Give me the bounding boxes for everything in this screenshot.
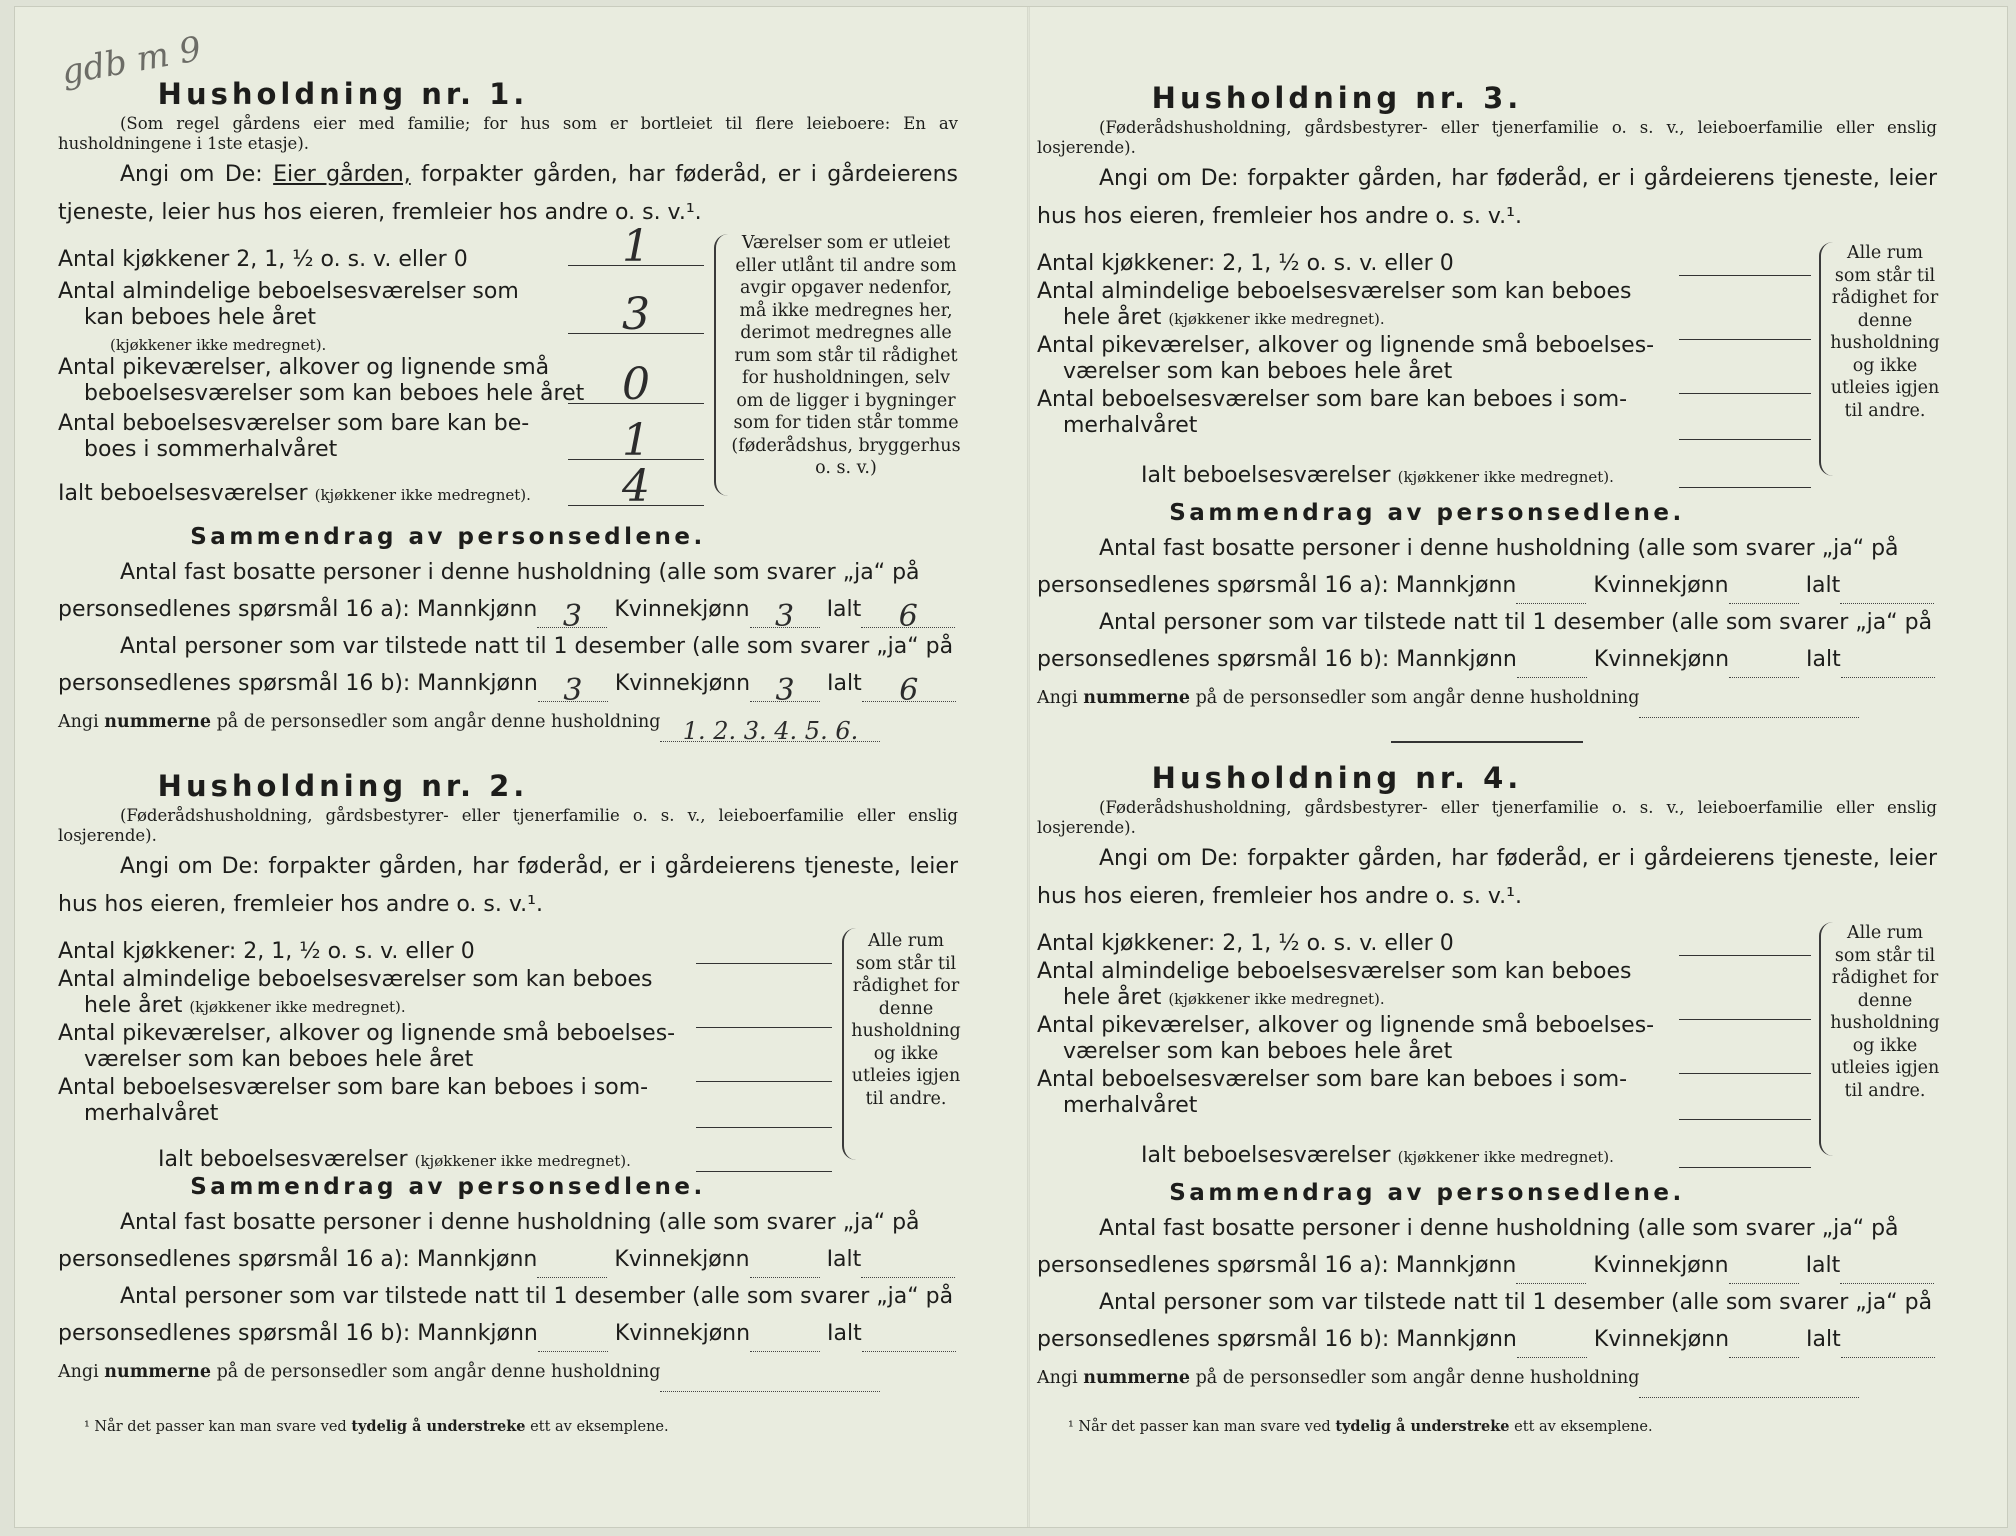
summary-a-female[interactable]: 3 xyxy=(750,604,820,628)
answer-small-rooms[interactable]: 0 xyxy=(568,364,704,404)
q-total xyxy=(1141,1142,1614,1171)
household-note: (Føderådshusholdning, gårdsbestyrer- eller tjenerfamilie o. s. v., leieboerfamilie eller enslig losjerende). xyxy=(1037,118,1937,157)
household-1 xyxy=(58,74,961,745)
summary-a-line1 xyxy=(1037,530,1937,567)
summary-b-male[interactable] xyxy=(1517,654,1587,678)
summary-a-total[interactable] xyxy=(861,1254,955,1278)
answer-kitchens[interactable] xyxy=(1679,236,1811,276)
summary-b-total-label: Ialt xyxy=(827,671,862,696)
summary-title: Sammendrag av personsedlene. xyxy=(190,1174,706,1200)
pencil-annotation: gdb m 9 xyxy=(58,29,205,93)
summary-a-male-label: personsedlenes spørsmål 16 a): Mannkjønn xyxy=(1037,1253,1517,1278)
q-rooms xyxy=(84,992,406,1021)
answer-summer-rooms[interactable] xyxy=(1679,400,1811,440)
footnote-bold: tydelig å understreke xyxy=(1335,1418,1510,1435)
nummer-prefix: Angi xyxy=(58,1362,99,1382)
household-title: Husholdning nr. 3. xyxy=(1151,81,1523,115)
answer-rooms[interactable] xyxy=(1679,300,1811,340)
ownership-prefix: Angi om De: xyxy=(1099,166,1239,191)
summary-b-line1 xyxy=(58,1278,958,1315)
person-numbers-field[interactable] xyxy=(1639,694,1859,718)
q-summer-line2: boes i sommerhalvåret xyxy=(84,437,338,462)
answer-kitchens[interactable]: 1 xyxy=(568,226,704,266)
summary-b-male-label: personsedlenes spørsmål 16 b): Mannkjønn xyxy=(58,1321,538,1346)
summary-b-line1 xyxy=(58,628,958,665)
summary-a-female[interactable] xyxy=(1729,1260,1799,1284)
household-title: Husholdning nr. 1. xyxy=(157,77,529,111)
summary-a-text: Antal fast bosatte personer i denne husholdning (alle som svarer „ja“ på xyxy=(120,560,920,585)
person-numbers-field[interactable] xyxy=(660,1368,880,1392)
ownership-question xyxy=(1037,840,1937,916)
household-note: (Føderådshusholdning, gårdsbestyrer- eller tjenerfamilie o. s. v., leieboerfamilie eller enslig losjerende). xyxy=(58,806,958,845)
q-rooms-note: (kjøkkener ikke medregnet). xyxy=(1168,310,1385,328)
q-small-line2: beboelsesværelser som kan beboes hele året xyxy=(84,381,585,406)
room-questions xyxy=(58,221,961,520)
summary-b-total-label: Ialt xyxy=(827,1321,862,1346)
q-total-note: (kjøkkener ikke medregnet). xyxy=(414,1152,631,1170)
summary-a-total-label: Ialt xyxy=(826,1247,862,1272)
ownership-question xyxy=(1037,160,1937,236)
q-kitchens: Antal kjøkkener 2, 1, ½ o. s. v. eller 0 xyxy=(58,247,468,272)
summary-b-total[interactable] xyxy=(1841,1334,1935,1358)
summary-b-female[interactable] xyxy=(1729,1334,1799,1358)
answer-rooms[interactable] xyxy=(1679,980,1811,1020)
answer-total-rooms[interactable] xyxy=(696,1132,832,1172)
q-summer-line2: merhalvåret xyxy=(84,1101,219,1126)
ownership-options: forpakter gården, har føderåd, er i gårdeierens tjeneste, leier hus hos eieren, fremleier hos andre o. s. v.¹. xyxy=(1037,846,1937,909)
q-summer-line2: merhalvåret xyxy=(1063,1093,1198,1118)
answer-summer-rooms[interactable] xyxy=(1679,1080,1811,1120)
q-rooms-line2: hele året xyxy=(84,993,183,1018)
q-rooms-line1: Antal almindelige beboelsesværelser som kan beboes xyxy=(1037,959,1632,984)
summary-title: Sammendrag av personsedlene. xyxy=(1169,500,1685,526)
footnote-right xyxy=(1068,1418,1653,1435)
footnote-prefix: ¹ Når det passer kan man svare ved xyxy=(84,1419,347,1435)
summary-a-female-label: Kvinnekjønn xyxy=(1593,1253,1729,1278)
q-small-line1: Antal pikeværelser, alkover og lignende små beboelses- xyxy=(1037,333,1655,358)
answer-summer-rooms[interactable]: 1 xyxy=(568,420,704,460)
summary-b-line1 xyxy=(1037,604,1937,641)
q-rooms-line1: Antal almindelige beboelsesværelser som kan beboes xyxy=(1037,279,1632,304)
person-numbers-field[interactable]: 1. 2. 3. 4. 5. 6. xyxy=(660,718,880,742)
summary-b-female[interactable]: 3 xyxy=(750,678,820,702)
q-total xyxy=(158,1146,631,1175)
page-fold xyxy=(1027,7,1030,1527)
summary-a-female-label: Kvinnekjønn xyxy=(614,1247,750,1272)
ownership-options: forpakter gården, har føderåd, er i gårdeierens tjeneste, leier hus hos eieren, fremleier hos andre o. s. v.¹. xyxy=(1037,166,1937,229)
ownership-prefix: Angi om De: xyxy=(1099,846,1239,871)
answer-kitchens[interactable] xyxy=(696,924,832,964)
summary-a-text: Antal fast bosatte personer i denne husholdning (alle som svarer „ja“ på xyxy=(120,1210,920,1235)
summary-b-female-label: Kvinnekjønn xyxy=(614,1321,751,1346)
summary-a-male-label: personsedlenes spørsmål 16 a): Mannkjønn xyxy=(58,1247,538,1272)
footnote-rest: ett av eksemplene. xyxy=(1514,1419,1653,1435)
room-questions xyxy=(1037,243,1940,496)
footnote-rest: ett av eksemplene. xyxy=(530,1419,669,1435)
answer-kitchens[interactable] xyxy=(1679,916,1811,956)
section-divider xyxy=(1391,741,1583,743)
q-total-note: (kjøkkener ikke medregnet). xyxy=(1397,1148,1614,1166)
q-summer-line1: Antal beboelsesværelser som bare kan beboes i som- xyxy=(1037,387,1628,412)
answer-small-rooms[interactable] xyxy=(1679,1034,1811,1074)
person-numbers xyxy=(58,702,958,745)
summary-a-male[interactable] xyxy=(537,1254,607,1278)
person-numbers-field[interactable] xyxy=(1639,1374,1859,1398)
summary-a-text: Antal fast bosatte personer i denne husholdning (alle som svarer „ja“ på xyxy=(1099,536,1899,561)
q-kitchens: Antal kjøkkener: 2, 1, ½ o. s. v. eller 0 xyxy=(58,939,475,964)
summary-b-total-label: Ialt xyxy=(1806,1327,1841,1352)
summary-a-female-label: Kvinnekjønn xyxy=(1593,573,1729,598)
household-note: (Føderådshusholdning, gårdsbestyrer- eller tjenerfamilie o. s. v., leieboerfamilie eller enslig losjerende). xyxy=(1037,798,1937,837)
answer-total-rooms[interactable] xyxy=(1679,448,1811,488)
answer-rooms[interactable] xyxy=(696,988,832,1028)
q-rooms xyxy=(1063,304,1385,333)
summary-b-line2 xyxy=(1037,1321,1937,1358)
summary-b-total[interactable]: 6 xyxy=(862,678,956,702)
summary-a-male[interactable] xyxy=(1516,580,1586,604)
person-numbers xyxy=(1037,678,1937,718)
q-rooms-note: (kjøkkener ikke medregnet). xyxy=(189,998,406,1016)
summary-b-male[interactable] xyxy=(1517,1334,1587,1358)
answer-total-rooms[interactable] xyxy=(1679,1128,1811,1168)
person-numbers xyxy=(1037,1358,1937,1398)
q-total xyxy=(1141,462,1614,491)
household-note: (Som regel gårdens eier med familie; for hus som er bortleiet til flere leieboere: En av husholdningene i 1ste etasje). xyxy=(58,114,958,153)
summary-a-male[interactable] xyxy=(1516,1260,1586,1284)
summary-a-total[interactable] xyxy=(1840,580,1934,604)
nummer-bold: nummerne xyxy=(104,712,211,732)
footnote-prefix: ¹ Når det passer kan man svare ved xyxy=(1068,1419,1331,1435)
summary-b-female-label: Kvinnekjønn xyxy=(1593,1327,1730,1352)
answer-small-rooms[interactable] xyxy=(1679,354,1811,394)
q-kitchens: Antal kjøkkener: 2, 1, ½ o. s. v. eller 0 xyxy=(1037,931,1454,956)
summary-b-line2 xyxy=(58,665,958,708)
q-summer-line1: Antal beboelsesværelser som bare kan be- xyxy=(58,411,530,436)
summary-b-text: Antal personer som var tilstede natt til 1 desember (alle som svarer „ja“ på xyxy=(120,1284,954,1309)
summary-a-male[interactable]: 3 xyxy=(537,604,607,628)
household-title: Husholdning nr. 2. xyxy=(157,769,529,803)
summary-a-total[interactable]: 6 xyxy=(861,604,955,628)
q-rooms xyxy=(1063,984,1385,1013)
summary-a-female[interactable] xyxy=(750,1254,820,1278)
summary-b-total[interactable] xyxy=(862,1328,956,1352)
summary-b-female-label: Kvinnekjønn xyxy=(614,671,751,696)
summary-a-line1 xyxy=(58,1204,958,1241)
nummer-rest: på de personsedler som angår denne husholdning xyxy=(216,1362,661,1382)
summary-a-female-label: Kvinnekjønn xyxy=(614,597,750,622)
summary-b-male-label: personsedlenes spørsmål 16 b): Mannkjønn xyxy=(1037,1327,1517,1352)
summary-b-total-label: Ialt xyxy=(1806,647,1841,672)
summary-b-line1 xyxy=(1037,1284,1937,1321)
q-rooms-line2: kan beboes hele året xyxy=(84,305,317,330)
summary-a-line1 xyxy=(1037,1210,1937,1247)
summary-a-female[interactable] xyxy=(1729,580,1799,604)
answer-total-rooms[interactable]: 4 xyxy=(568,466,704,506)
nummer-bold: nummerne xyxy=(1083,688,1190,708)
ownership-prefix: Angi om De: xyxy=(120,162,263,187)
q-total-label: Ialt beboelsesværelser xyxy=(158,1147,408,1172)
q-summer-line2: merhalvåret xyxy=(1063,413,1198,438)
person-numbers xyxy=(58,1352,958,1392)
summary-a-total-label: Ialt xyxy=(1805,573,1841,598)
q-total xyxy=(58,480,531,509)
ownership-question xyxy=(58,156,958,232)
q-small-line1: Antal pikeværelser, alkover og lignende små xyxy=(58,355,550,380)
nummer-rest: på de personsedler som angår denne husholdning xyxy=(1195,688,1640,708)
side-note: Værelser som er utleiet eller utlånt til andre som avgir opgaver nedenfor, må ikke medregnes her, derimot medregnes alle rum som står til rådighet for husholdningen, selv om de ligger i bygninger som for tiden står tomme (føderådshus, bryggerhus o. s. v.) xyxy=(731,233,961,478)
q-small-line1: Antal pikeværelser, alkover og lignende små beboelses- xyxy=(58,1021,676,1046)
summary-title: Sammendrag av personsedlene. xyxy=(190,524,706,550)
answer-summer-rooms[interactable] xyxy=(696,1088,832,1128)
summary-a-total-label: Ialt xyxy=(1805,1253,1841,1278)
answer-small-rooms[interactable] xyxy=(696,1042,832,1082)
q-summer-line1: Antal beboelsesværelser som bare kan beboes i som- xyxy=(1037,1067,1628,1092)
q-summer-line1: Antal beboelsesværelser som bare kan beboes i som- xyxy=(58,1075,649,1100)
nummer-bold: nummerne xyxy=(1083,1368,1190,1388)
summary-a-text: Antal fast bosatte personer i denne husholdning (alle som svarer „ja“ på xyxy=(1099,1216,1899,1241)
q-rooms-note: (kjøkkener ikke medregnet). xyxy=(1168,990,1385,1008)
ownership-underlined-answer[interactable]: Eier gården, xyxy=(273,162,411,187)
household-title: Husholdning nr. 4. xyxy=(1151,761,1523,795)
brace xyxy=(714,234,728,496)
q-total-note: (kjøkkener ikke medregnet). xyxy=(1397,468,1614,486)
q-rooms-note: (kjøkkener ikke medregnet). xyxy=(110,336,327,354)
footnote-left xyxy=(84,1418,669,1435)
summary-a-line1 xyxy=(58,554,958,591)
q-total-label: Ialt beboelsesværelser xyxy=(1141,1143,1391,1168)
summary-b-female[interactable] xyxy=(1729,654,1799,678)
nummer-rest: på de personsedler som angår denne husholdning xyxy=(1195,1368,1640,1388)
summary-a-male-label: personsedlenes spørsmål 16 a): Mannkjønn xyxy=(1037,573,1517,598)
ownership-options: forpakter gården, har føderåd, er i gårdeierens tjeneste, leier hus hos eieren, fremleier hos andre o. s. v.¹. xyxy=(58,854,958,917)
q-rooms-line1: Antal almindelige beboelsesværelser som xyxy=(58,279,519,304)
summary-a-line2 xyxy=(1037,1247,1937,1284)
q-total-label: Ialt beboelsesværelser xyxy=(58,481,308,506)
summary-b-female[interactable] xyxy=(750,1328,820,1352)
nummer-rest: på de personsedler som angår denne husholdning xyxy=(216,712,661,732)
ownership-prefix: Angi om De: xyxy=(120,854,260,879)
ownership-question xyxy=(58,848,958,924)
q-small-line2: værelser som kan beboes hele året xyxy=(1063,359,1453,384)
summary-title: Sammendrag av personsedlene. xyxy=(1169,1180,1685,1206)
footnote-bold: tydelig å understreke xyxy=(351,1418,526,1435)
nummer-prefix: Angi xyxy=(58,712,99,732)
side-note: Alle rum som står til rådighet for denne husholdning og ikke utleies igjen til andre. xyxy=(851,931,961,1109)
summary-a-total[interactable] xyxy=(1840,1260,1934,1284)
summary-a-total-label: Ialt xyxy=(826,597,862,622)
summary-b-line2 xyxy=(1037,641,1937,678)
summary-a-line2 xyxy=(1037,567,1937,604)
summary-b-female-label: Kvinnekjønn xyxy=(1593,647,1730,672)
answer-rooms[interactable]: 3 xyxy=(568,294,704,334)
summary-b-male-label: personsedlenes spørsmål 16 b): Mannkjønn xyxy=(1037,647,1517,672)
nummer-prefix: Angi xyxy=(1037,1368,1078,1388)
household-2 xyxy=(58,766,961,1392)
household-3 xyxy=(1037,78,1940,718)
q-total-label: Ialt beboelsesværelser xyxy=(1141,463,1391,488)
q-small-line2: værelser som kan beboes hele året xyxy=(1063,1039,1453,1064)
summary-b-text: Antal personer som var tilstede natt til 1 desember (alle som svarer „ja“ på xyxy=(1099,610,1933,635)
nummer-prefix: Angi xyxy=(1037,688,1078,708)
summary-b-total[interactable] xyxy=(1841,654,1935,678)
nummer-bold: nummerne xyxy=(104,1362,211,1382)
summary-b-male-label: personsedlenes spørsmål 16 b): Mannkjønn xyxy=(58,671,538,696)
q-rooms-line1: Antal almindelige beboelsesværelser som kan beboes xyxy=(58,967,653,992)
room-questions xyxy=(1037,923,1940,1176)
q-small-line1: Antal pikeværelser, alkover og lignende små beboelses- xyxy=(1037,1013,1655,1038)
q-small-line2: værelser som kan beboes hele året xyxy=(84,1047,474,1072)
summary-a-line2 xyxy=(58,591,958,634)
summary-b-text: Antal personer som var tilstede natt til 1 desember (alle som svarer „ja“ på xyxy=(120,634,954,659)
q-rooms-line2: hele året xyxy=(1063,305,1162,330)
household-4 xyxy=(1037,758,1940,1398)
summary-a-line2 xyxy=(58,1241,958,1278)
summary-b-male[interactable]: 3 xyxy=(538,678,608,702)
ownership-options: forpakter gården, har føderåd, er i gårdeierens tjeneste, leier hus hos eieren, fremleier hos andre o. s. v.¹. xyxy=(58,162,958,225)
summary-b-male[interactable] xyxy=(538,1328,608,1352)
q-rooms-line2: hele året xyxy=(1063,985,1162,1010)
q-kitchens: Antal kjøkkener: 2, 1, ½ o. s. v. eller 0 xyxy=(1037,251,1454,276)
room-questions xyxy=(58,931,961,1172)
side-note: Alle rum som står til rådighet for denne husholdning og ikke utleies igjen til andre. xyxy=(1830,923,1940,1101)
summary-b-text: Antal personer som var tilstede natt til 1 desember (alle som svarer „ja“ på xyxy=(1099,1290,1933,1315)
summary-b-line2 xyxy=(58,1315,958,1352)
summary-a-male-label: personsedlenes spørsmål 16 a): Mannkjønn xyxy=(58,597,538,622)
side-note: Alle rum som står til rådighet for denne husholdning og ikke utleies igjen til andre. xyxy=(1830,243,1940,421)
q-total-note: (kjøkkener ikke medregnet). xyxy=(314,486,531,504)
